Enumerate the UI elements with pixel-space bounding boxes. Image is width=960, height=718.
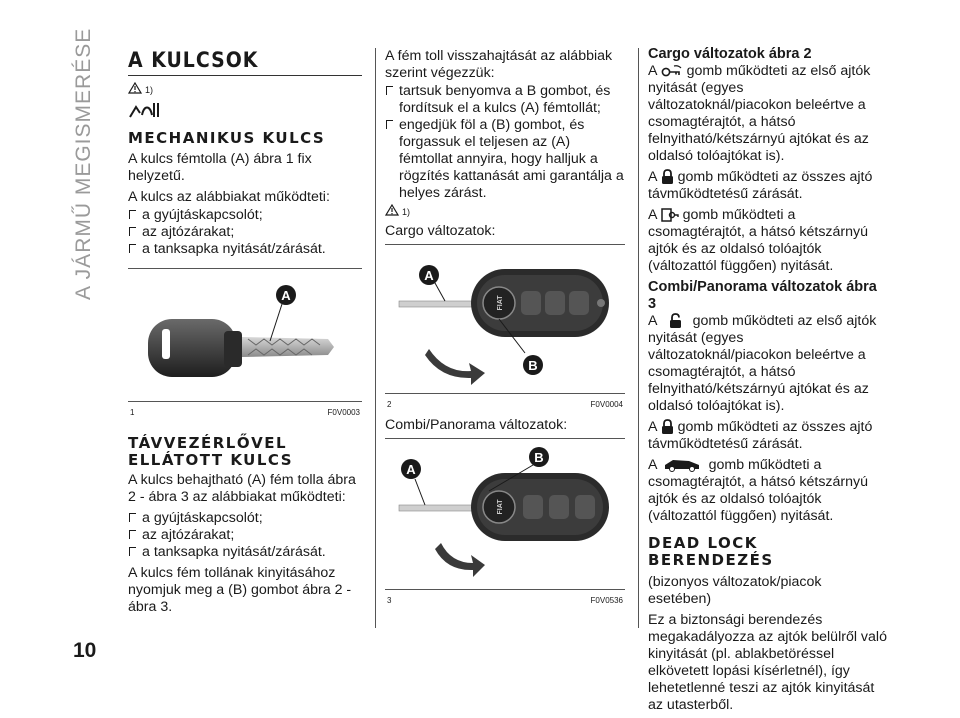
title-rule <box>128 75 362 76</box>
list-item: engedjük föl a (B) gombot, és forgassuk el teljesen az (A) fémtollat annyira, hogy halljuk a rögzítés kattanását ami garantálja a helyes zárást. <box>385 117 625 202</box>
list-item: a gyújtáskapcsolót; <box>128 207 362 224</box>
warning-triangle-icon <box>385 204 399 216</box>
combi-key-fob-illustration <box>385 439 625 589</box>
svg-text:A: A <box>281 288 291 303</box>
mechanical-key-illustration <box>128 269 362 401</box>
list-item: a tanksapka nyitását/zárását. <box>128 241 362 258</box>
column-2 <box>385 48 625 609</box>
heading-combi: Combi/Panorama változatok ábra 3 <box>648 279 877 312</box>
svg-text:A: A <box>424 268 434 283</box>
list-item: a gyújtáskapcsolót; <box>128 510 362 527</box>
padlock-icon <box>661 419 674 435</box>
page-number: 10 <box>73 639 97 662</box>
warning-ref: 1) <box>385 204 625 221</box>
paragraph: A kulcs az alábbiakat működteti: <box>128 189 330 205</box>
column-3 <box>648 46 888 718</box>
list-item: az ajtózárakat; <box>128 527 362 544</box>
paragraph: A gomb működteti a csomagtérajtót, a hátsó kétszárnyú ajtók és az oldalsó tolóajtók (változattól függően) nyitását. <box>648 457 869 524</box>
figure-caption: 1 F0V0003 <box>130 408 360 417</box>
figure-3-combi-fob <box>385 439 625 590</box>
warning-triangle-icon <box>128 82 142 94</box>
heading-dead-lock: DEAD LOCK BERENDEZÉS <box>648 534 774 569</box>
svg-text:A: A <box>406 462 416 477</box>
chapter-title: A KULCSOK <box>128 48 259 72</box>
rear-door-key-icon <box>661 208 679 222</box>
paragraph: A kulcs fémtolla (A) ábra 1 fix helyzetű. <box>128 151 312 184</box>
paragraph: (bizonyos változatok/piacok esetében) <box>648 574 822 607</box>
figure-caption: 2 F0V0004 <box>387 400 623 409</box>
paragraph: A kulcs fém tollának kinyitásához nyomjuk meg a (B) gombot ábra 2 - ábra 3. <box>128 565 352 615</box>
list-item: az ajtózárakat; <box>128 224 362 241</box>
paragraph: A gomb működteti az összes ajtó távműködtetésű zárását. <box>648 419 873 452</box>
paragraph: A gomb működteti a csomagtérajtót, a hátsó kétszárnyú ajtók és az oldalsó tolóajtók (változattól függően) nyitását. <box>648 207 869 274</box>
paragraph: Cargo változatok: <box>385 223 496 239</box>
padlock-icon <box>661 169 674 185</box>
column-divider <box>638 48 639 628</box>
cargo-key-fob-illustration <box>385 245 625 393</box>
column-1 <box>128 48 362 620</box>
heading-mechanical-key: MECHANIKUS KULCS <box>128 129 326 147</box>
paragraph: A kulcs behajtható (A) fém tolla ábra 2 - ábra 3 az alábbiakat működteti: <box>128 472 356 505</box>
heading-cargo: Cargo változatok ábra 2 <box>648 46 812 62</box>
paragraph: A gomb működteti az első ajtók nyitását (egyes változatoknál/piacokon beleértve a csomagtérajtót, a hátsó felnyitható/kétszárnyú ajtókat és az oldalsó tolóajtókat is). <box>648 63 871 164</box>
svg-text:B: B <box>528 358 538 373</box>
heading-remote-key: TÁVVEZÉRLŐVEL ELLÁTOTT KULCS <box>128 434 294 469</box>
paragraph: Ez a biztonsági berendezés megakadályozza az ajtók belülről való kinyitását (pl. ablakbetöréssel elkövetett lopási kísérletnél), így lehetetlenné teszi az ajtók kinyitását az utasterből. <box>648 612 887 713</box>
figure-2-cargo-fob <box>385 245 625 394</box>
section-side-title: A JÁRMŰ MEGISMERÉSE <box>72 27 95 300</box>
list-item: tartsuk benyomva a B gombot, és fordítsuk el a kulcs (A) fémtollát; <box>385 83 625 117</box>
svg-text:FIAT: FIAT <box>497 499 504 515</box>
paragraph: A gomb működteti az első ajtók nyitását (egyes változatoknál/piacokon beleértve a csomagtérajtót, a hátsó felnyitható/kétszárnyú ajtókat és az oldalsó tolóajtókat is). <box>648 313 877 414</box>
open-padlock-icon <box>661 313 689 329</box>
svg-text:B: B <box>534 450 544 465</box>
figure-caption: 3 F0V0536 <box>387 596 623 605</box>
recycle-symbol-icon <box>128 101 162 119</box>
paragraph: A fém toll visszahajtását az alábbiak szerint végezzük: <box>385 48 613 81</box>
paragraph: A gomb működteti az összes ajtó távműködtetésű zárását. <box>648 169 873 202</box>
list-item: a tanksapka nyitását/zárását. <box>128 544 362 561</box>
figure-1-mechanical-key <box>128 269 362 402</box>
svg-text:FIAT: FIAT <box>497 295 504 311</box>
unlock-front-icon <box>661 65 683 78</box>
column-divider <box>375 48 376 628</box>
car-tailgate-icon <box>661 458 705 472</box>
paragraph: Combi/Panorama változatok: <box>385 417 568 433</box>
warning-ref: 1) <box>128 82 362 99</box>
